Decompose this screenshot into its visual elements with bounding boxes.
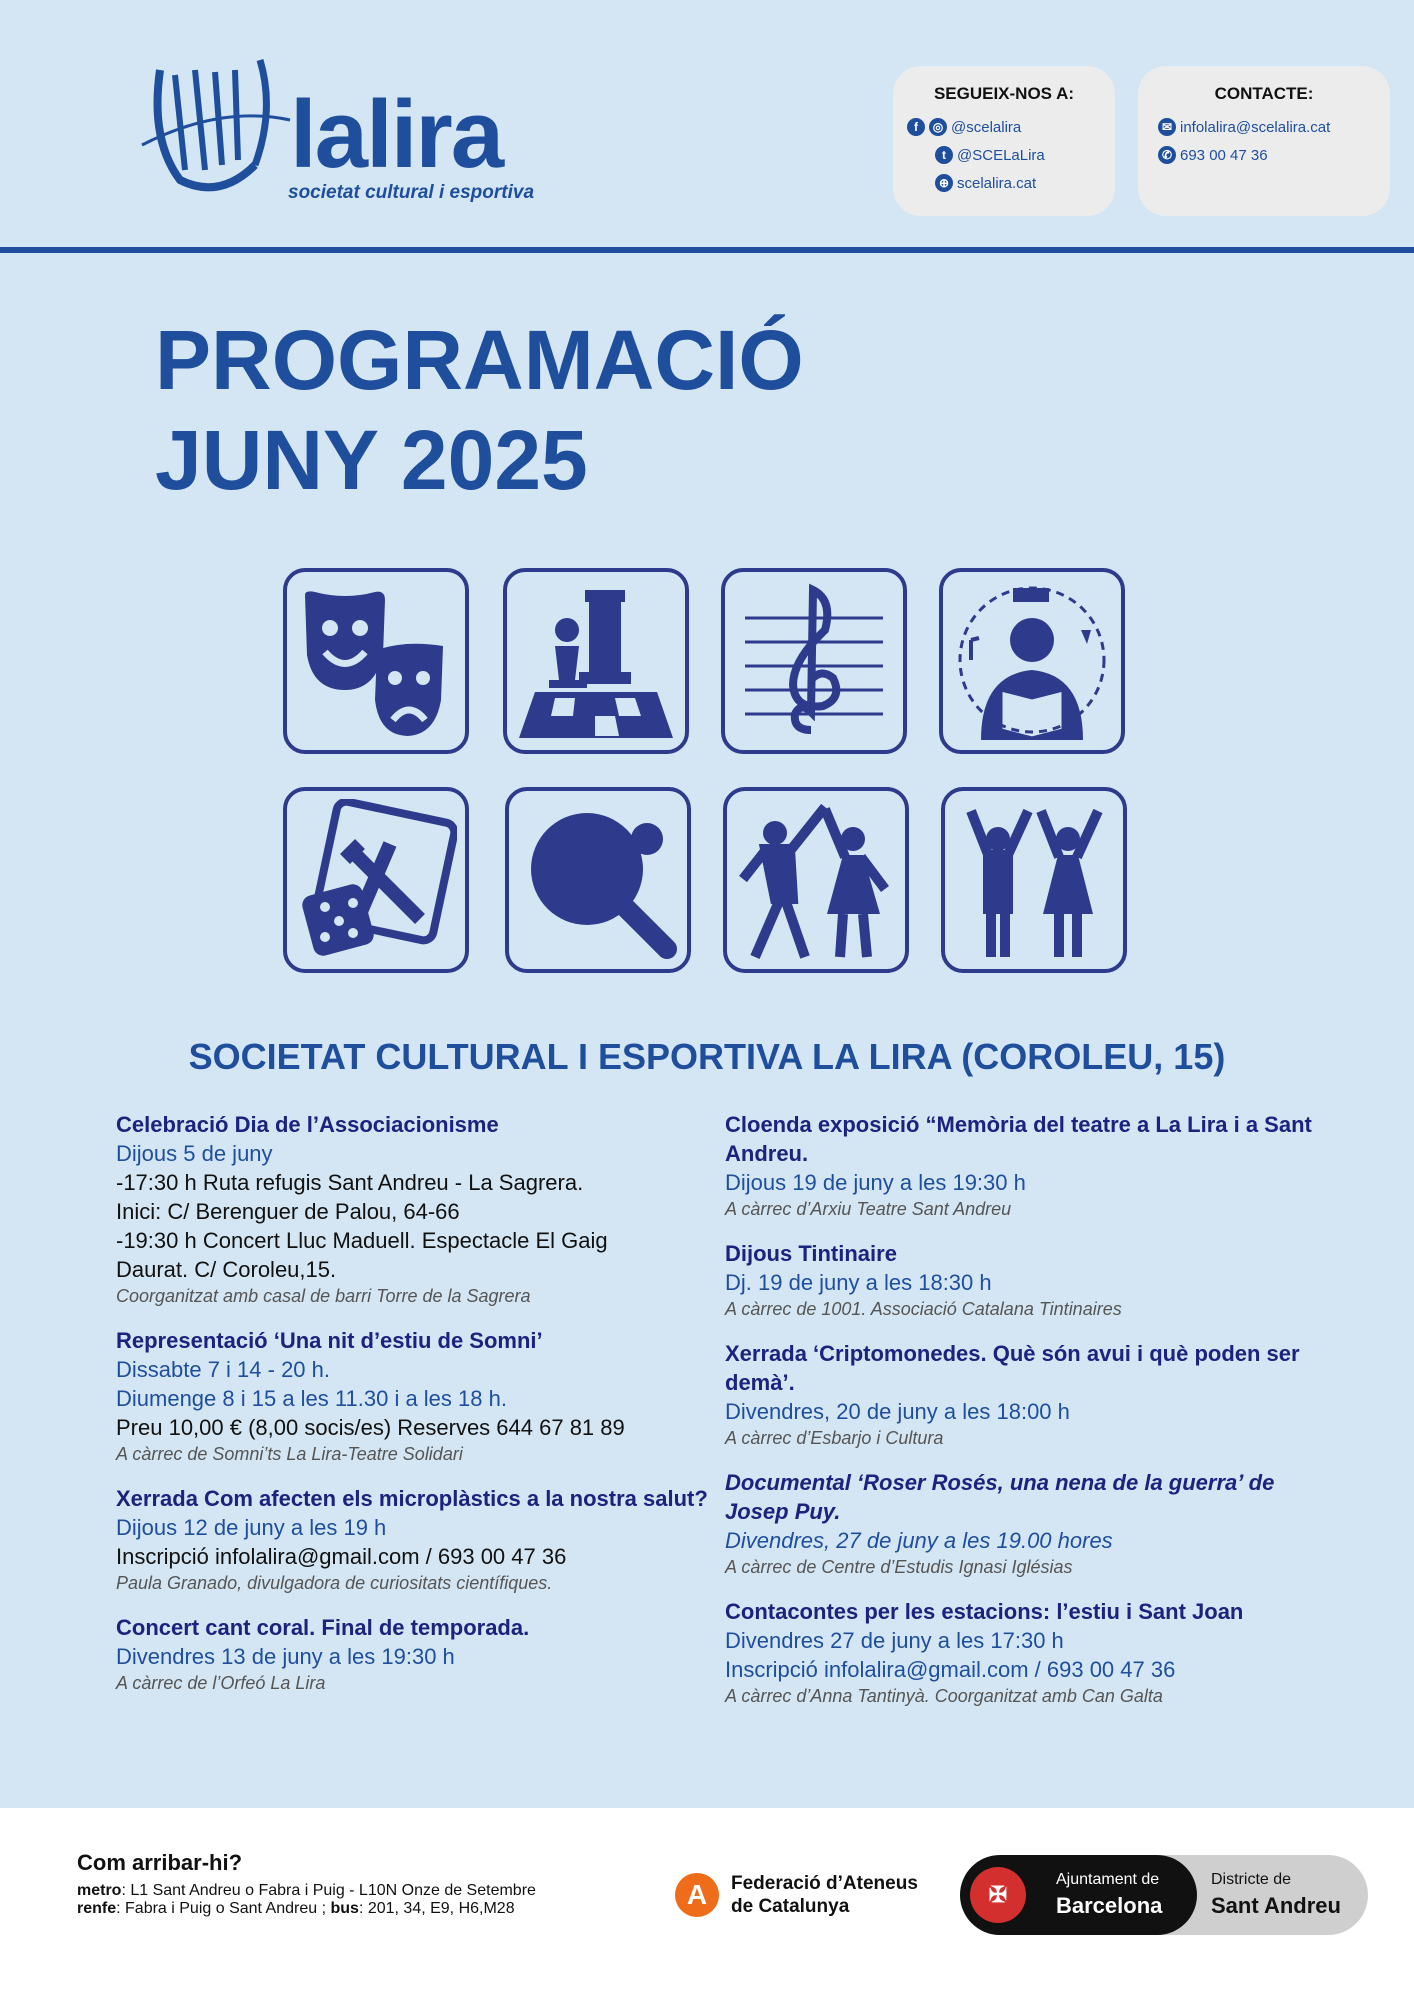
bcn-line-2: Barcelona [1056, 1893, 1163, 1918]
directions-metro [77, 1882, 536, 1900]
event-date: Divendres 13 de juny a les 19:30 h [116, 1644, 455, 1669]
ateneus-a-icon: A [675, 1873, 719, 1917]
ping-pong-icon [505, 787, 691, 973]
title-line-2: JUNY 2025 [155, 413, 588, 507]
bus-label: bus [330, 1900, 359, 1917]
fed-line-1: Federació d’Ateneus [731, 1873, 918, 1894]
event-note: A càrrec de Somni’ts La Lira-Teatre Solidari [116, 1444, 463, 1464]
event-item [725, 1239, 1315, 1321]
contact-phone-text: 693 00 47 36 [1180, 146, 1268, 164]
event-date: Dijous 12 de juny a les 19 h [116, 1515, 387, 1540]
header-divider [0, 247, 1414, 253]
event-item [725, 1468, 1315, 1579]
event-note: Coorganitzat amb casal de barri Torre de la Sagrera [116, 1286, 531, 1306]
event-date: Divendres, 20 de juny a les 18:00 h [725, 1399, 1070, 1424]
event-note: A càrrec d’Arxiu Teatre Sant Andreu [725, 1199, 1012, 1219]
event-note: Paula Granado, divulgadora de curiositats científiques. [116, 1573, 553, 1593]
social-twitter[interactable] [935, 146, 1045, 164]
dance-icon [723, 787, 909, 973]
social-web[interactable] [935, 174, 1036, 192]
event-detail: Inscripció infolalira@gmail.com / 693 00 47 36 [116, 1544, 567, 1569]
fed-line-2: de Catalunya [731, 1896, 850, 1917]
lalira-logo [140, 50, 540, 210]
event-note: A càrrec de l’Orfeó La Lira [116, 1673, 326, 1693]
events-right-column [725, 1110, 1315, 1726]
district-line-2: Sant Andreu [1211, 1893, 1341, 1918]
district-line-1: Districte de [1211, 1871, 1292, 1888]
board-games-icon [283, 787, 469, 973]
bus-text: : 201, 34, E9, H6,M28 [358, 1900, 515, 1917]
ajuntament-barcelona-logo [960, 1855, 1368, 1935]
metro-label: metro [77, 1882, 122, 1899]
contact-title: CONTACTE: [1214, 84, 1314, 103]
event-item [116, 1110, 716, 1308]
event-note: A càrrec d’Esbarjo i Cultura [725, 1428, 944, 1448]
event-title: Representació ‘Una nit d’estiu de Somni’ [116, 1328, 543, 1353]
event-item [116, 1613, 716, 1695]
event-title: Celebració Dia de l’Associacionisme [116, 1112, 499, 1137]
event-detail: Preu 10,00 € (8,00 socis/es) Reserves 644 67 81 89 [116, 1415, 625, 1440]
twitter-icon: t [935, 146, 953, 164]
website-link: scelalira.cat [957, 174, 1037, 192]
event-note: A càrrec de 1001. Associació Catalana Tintinaires [725, 1299, 1122, 1319]
logo-tagline: societat cultural i esportiva [288, 182, 535, 203]
event-note: A càrrec d’Anna Tantinyà. Coorganitzat amb Can Galta [725, 1686, 1163, 1706]
twitter-handle: @SCELaLira [957, 146, 1045, 164]
chess-icon [503, 568, 689, 754]
event-title: Contacontes per les estacions: l’estiu i Sant Joan [725, 1599, 1244, 1624]
event-date: Dijous 19 de juny a les 19:30 h [725, 1170, 1026, 1195]
logo-wordmark: lalira [290, 81, 503, 188]
event-item [725, 1597, 1315, 1708]
barcelona-seal-icon: ✠ [970, 1867, 1026, 1923]
event-date: Divendres, 27 de juny a les 19.00 hores [725, 1528, 1113, 1553]
event-title: Concert cant coral. Final de temporada. [116, 1615, 530, 1640]
page-title [155, 310, 804, 510]
social-facebook-instagram[interactable] [907, 118, 1021, 136]
event-title: Xerrada ‘Criptomonedes. Què són avui i què poden ser demà’. [725, 1341, 1300, 1395]
contact-phone[interactable] [1158, 146, 1268, 164]
directions-renfe-bus [77, 1900, 515, 1918]
directions-title: Com arribar-hi? [77, 1850, 243, 1875]
event-detail: -17:30 h Ruta refugis Sant Andreu - La Sagrera. [116, 1170, 584, 1195]
facebook-handle: @scelalira [951, 118, 1022, 136]
event-detail: -19:30 h Concert Lluc Maduell. Espectacle El Gaig [116, 1228, 608, 1253]
title-line-1: PROGRAMACIÓ [155, 313, 804, 407]
event-item [116, 1484, 716, 1595]
event-date: Dissabte 7 i 14 - 20 h. [116, 1357, 331, 1382]
event-date: Divendres 27 de juny a les 17:30 h [725, 1628, 1064, 1653]
event-date: Dijous 5 de juny [116, 1141, 273, 1166]
globe-icon: ⊕ [935, 174, 953, 192]
renfe-text: : Fabra i Puig o Sant Andreu ; [116, 1900, 331, 1917]
reading-culture-icon [939, 568, 1125, 754]
contact-email-text: infolalira@scelalira.cat [1180, 118, 1331, 136]
renfe-label: renfe [77, 1900, 117, 1917]
music-staff-icon [721, 568, 907, 754]
event-title: Dijous Tintinaire [725, 1241, 897, 1266]
event-item [725, 1339, 1315, 1450]
instagram-icon: ◎ [929, 118, 947, 136]
event-title: Xerrada Com afecten els microplàstics a la nostra salut? [116, 1486, 708, 1511]
event-item [725, 1110, 1315, 1221]
bcn-line-1: Ajuntament de [1056, 1871, 1160, 1888]
contact-card [1138, 66, 1390, 216]
event-note: A càrrec de Centre d’Estudis Ignasi Iglésias [725, 1557, 1073, 1577]
contact-email[interactable] [1158, 118, 1330, 136]
follow-card [893, 66, 1115, 216]
event-item [116, 1326, 716, 1466]
event-date: Dj. 19 de juny a les 18:30 h [725, 1270, 992, 1295]
mail-icon: ✉ [1158, 118, 1176, 136]
organization-title: SOCIETAT CULTURAL I ESPORTIVA LA LIRA (COROLEU, 15) [188, 1036, 1226, 1077]
event-title: Cloenda exposició “Memòria del teatre a La Lira i a Sant Andreu. [725, 1112, 1312, 1166]
event-detail: Daurat. C/ Coroleu,15. [116, 1257, 337, 1282]
event-detail: Inscripció infolalira@gmail.com / 693 00 47 36 [725, 1657, 1176, 1682]
lyre-mark-icon [140, 50, 300, 210]
theatre-masks-icon [283, 568, 469, 754]
follow-title: SEGUEIX-NOS A: [933, 84, 1075, 103]
federacio-ateneus-logo [675, 1872, 918, 1918]
phone-icon: ✆ [1158, 146, 1176, 164]
facebook-icon: f [907, 118, 925, 136]
events-left-column [116, 1110, 716, 1713]
celebration-icon [941, 787, 1127, 973]
event-date: Diumenge 8 i 15 a les 11.30 i a les 18 h. [116, 1386, 507, 1411]
event-title: Documental ‘Roser Rosés, una nena de la guerra’ de Josep Puy. [725, 1470, 1275, 1524]
metro-text: : L1 Sant Andreu o Fabra i Puig - L10N Onze de Setembre [121, 1882, 536, 1899]
event-detail: Inici: C/ Berenguer de Palou, 64-66 [116, 1199, 460, 1224]
